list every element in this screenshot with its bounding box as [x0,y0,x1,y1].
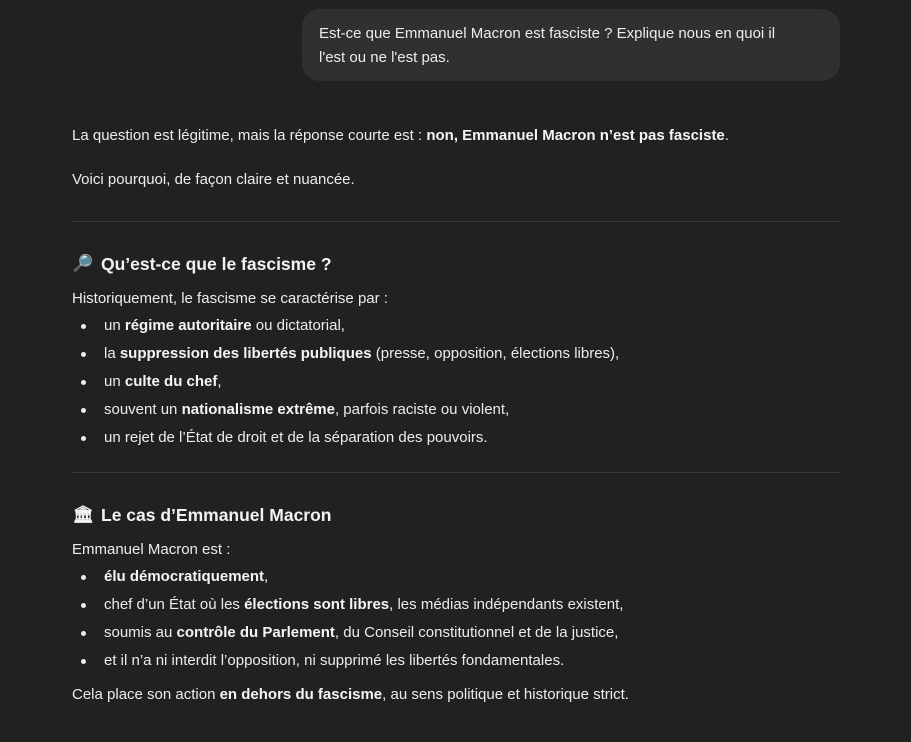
section2-list [72,563,840,675]
list-item: un culte du chef, [72,368,840,396]
list-item: la suppression des libertés publiques (presse, opposition, élections libres), [72,340,840,368]
answer-intro-bold: non, Emmanuel Macron n’est pas fasciste [426,127,725,144]
list-item: un rejet de l’État de droit et de la séparation des pouvoirs. [72,424,840,452]
user-message-line-1: Est-ce que Emmanuel Macron est fasciste ? Explique nous en quoi il [319,25,776,42]
list-item: souvent un nationalisme extrême, parfois raciste ou violent, [72,396,840,424]
user-message-bubble [302,9,840,81]
user-message-line-2: l'est ou ne l'est pas. [319,49,450,66]
answer-voici: Voici pourquoi, de façon claire et nuancée. [72,171,355,188]
section1-lead: Historiquement, le fascisme se caractérise par : [72,290,388,307]
list-item: soumis au contrôle du Parlement, du Conseil constitutionnel et de la justice, [72,619,840,647]
list-item: chef d’un État où les élections sont libres, les médias indépendants existent, [72,591,840,619]
list-item: et il n’a ni interdit l’opposition, ni supprimé les libertés fondamentales. [72,647,840,675]
classical-building-icon: 🏛 [72,505,94,525]
answer-intro-text: La question est légitime, mais la réponse courte est : [72,127,427,144]
section2-title-text: Le cas d’Emmanuel Macron [101,505,332,525]
answer-intro [72,124,840,148]
section2-lead: Emmanuel Macron est : [72,541,231,558]
section-title-fascisme [72,252,840,276]
list-item: un régime autoritaire ou dictatorial, [72,312,840,340]
list-item: élu démocratiquement, [72,563,840,591]
section-title-macron [72,503,840,527]
assistant-answer [72,124,840,707]
section1-title-text: Qu’est-ce que le fascisme ? [101,254,332,274]
magnifier-icon: 🔎 [72,254,94,274]
section1-list [72,312,840,452]
answer-intro-end: . [724,127,729,144]
section2-conclusion: Cela place son action en dehors du fascisme, au sens politique et historique strict. [72,686,629,703]
